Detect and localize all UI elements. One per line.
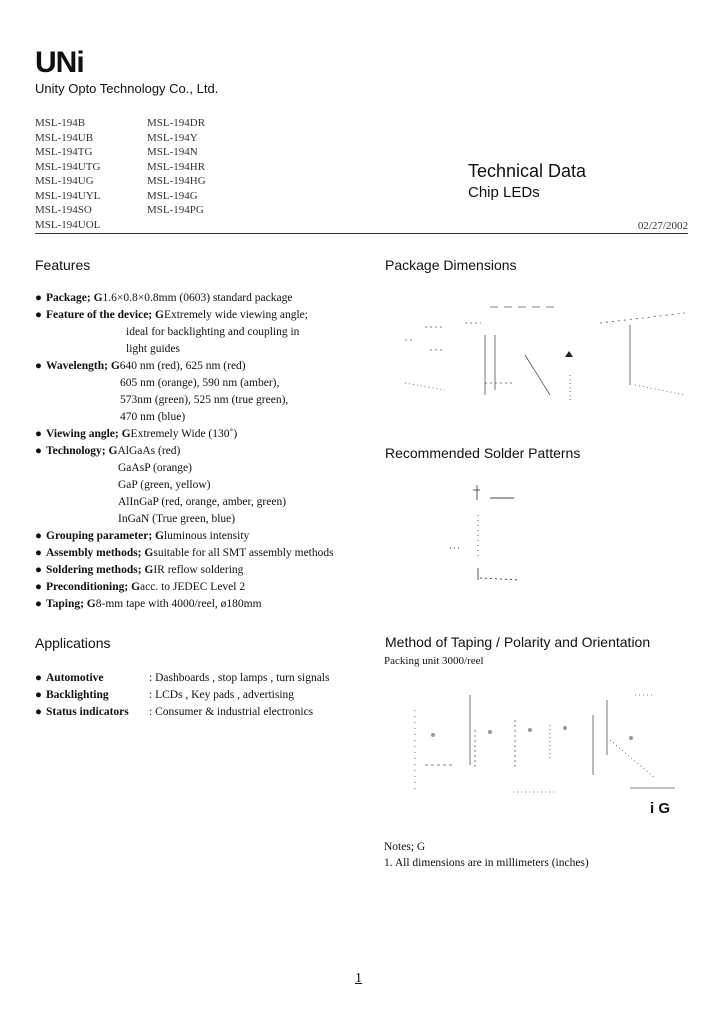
feature-text: acc. to JEDEC Level 2: [140, 581, 246, 593]
feature-item: [35, 528, 375, 545]
bullet-icon: ●: [35, 547, 42, 559]
feature-continuation: GaAsP (orange): [118, 462, 192, 474]
model-number: MSL-194UG: [35, 175, 94, 187]
feature-item: [35, 358, 375, 375]
features-heading: Features: [35, 257, 91, 273]
feature-text: Extremely Wide (130˚): [130, 428, 238, 440]
document-date: 02/27/2002: [637, 220, 688, 232]
bullet-icon: ●: [35, 598, 42, 610]
model-list-col1: [35, 116, 100, 232]
applications-list: [35, 670, 375, 721]
bullet-icon: ●: [35, 581, 42, 593]
application-desc: : Dashboards , stop lamps , turn signals: [149, 672, 330, 684]
features-list: [35, 290, 375, 613]
bullet-icon: ●: [35, 689, 42, 701]
feature-continuation: 573nm (green), 525 nm (true green),: [120, 394, 289, 406]
feature-item: [35, 579, 375, 596]
application-item: [35, 704, 375, 721]
feature-text: luminous intensity: [163, 530, 250, 542]
bullet-icon: ●: [35, 530, 42, 542]
model-number: MSL-194HG: [147, 175, 206, 187]
feature-label: Assembly methods; G: [46, 547, 154, 559]
bullet-icon: ●: [35, 292, 42, 304]
company-logo: UNi: [35, 46, 84, 79]
bullet-icon: ●: [35, 564, 42, 576]
feature-item: [35, 596, 375, 613]
model-number: MSL-194G: [147, 189, 198, 202]
document-title: Technical Data: [468, 161, 587, 181]
application-item: [35, 687, 375, 704]
feature-label: Soldering methods; G: [46, 564, 154, 576]
document-subtitle: Chip LEDs: [468, 184, 540, 201]
feature-item: [35, 307, 375, 324]
polarity-mark: i G: [650, 800, 671, 817]
model-number: MSL-194N: [147, 146, 198, 158]
feature-item: [35, 426, 375, 443]
taping-drawing: [395, 680, 690, 800]
feature-text: 640 nm (red), 625 nm (red): [119, 360, 246, 372]
model-number: MSL-194UB: [35, 131, 94, 144]
feature-label: Wavelength; G: [46, 360, 120, 372]
taping-heading: Method of Taping / Polarity and Orientation: [385, 634, 651, 650]
notes: [384, 839, 589, 871]
notes-heading: Notes; G: [384, 841, 426, 853]
feature-continuation: AlInGaP (red, orange, amber, green): [118, 496, 287, 508]
feature-text: IR reflow soldering: [153, 564, 244, 576]
feature-text: 8-mm tape with 4000/reel, ø180mm: [95, 598, 262, 610]
feature-continuation: InGaN (True green, blue): [118, 513, 236, 525]
package-dimensions-heading: Package Dimensions: [385, 257, 517, 273]
feature-text: 1.6×0.8×0.8mm (0603) standard package: [102, 292, 293, 304]
application-name: Automotive: [46, 672, 104, 684]
model-number: MSL-194UTG: [35, 160, 101, 173]
model-number: MSL-194B: [35, 117, 86, 129]
model-number: MSL-194Y: [147, 131, 198, 144]
model-number: MSL-194UYL: [35, 189, 101, 202]
bullet-icon: ●: [35, 672, 42, 684]
model-number: MSL-194TG: [35, 146, 93, 158]
feature-item: [35, 562, 375, 579]
model-number: MSL-194PG: [147, 204, 204, 216]
page-number: 1: [355, 971, 362, 986]
feature-text: AlGaAs (red): [117, 445, 181, 457]
application-name: Backlighting: [46, 689, 109, 701]
feature-label: Grouping parameter; G: [46, 530, 164, 542]
feature-continuation: GaP (green, yellow): [118, 479, 211, 491]
feature-label: Technology; G: [46, 445, 118, 457]
bullet-icon: ●: [35, 309, 42, 321]
solder-patterns-heading: Recommended Solder Patterns: [385, 445, 581, 461]
feature-continuation: light guides: [126, 343, 180, 355]
model-number: MSL-194HR: [147, 160, 206, 173]
feature-item: [35, 443, 375, 460]
solder-pattern-drawing: [440, 480, 560, 590]
application-item: [35, 670, 375, 687]
feature-label: Taping; G: [46, 598, 96, 610]
feature-label: Preconditioning; G: [46, 581, 141, 593]
feature-label: Viewing angle; G: [46, 428, 131, 440]
feature-text: Extremely wide viewing angle;: [163, 309, 308, 321]
feature-item: [35, 290, 375, 307]
feature-label: Package; G: [46, 292, 103, 304]
bullet-icon: ●: [35, 428, 42, 440]
bullet-icon: ●: [35, 360, 42, 372]
model-number: MSL-194UOL: [35, 218, 101, 231]
header-divider: [35, 233, 688, 234]
feature-item: [35, 545, 375, 562]
bullet-icon: ●: [35, 706, 42, 718]
company-name: Unity Opto Technology Co., Ltd.: [35, 81, 219, 96]
application-desc: : Consumer & industrial electronics: [149, 706, 314, 718]
application-desc: : LCDs , Key pads , advertising: [149, 689, 295, 701]
applications-heading: Applications: [35, 635, 111, 651]
note-item: 1. All dimensions are in millimeters (inches): [384, 857, 589, 869]
feature-text: suitable for all SMT assembly methods: [153, 547, 334, 559]
model-list-col2: [147, 116, 206, 218]
feature-continuation: ideal for backlighting and coupling in: [126, 326, 300, 338]
model-number: MSL-194DR: [147, 117, 206, 129]
application-name: Status indicators: [46, 706, 129, 718]
feature-continuation: 605 nm (orange), 590 nm (amber),: [120, 377, 280, 389]
packing-unit-label: Packing unit 3000/reel: [384, 655, 484, 667]
package-dimensions-drawing: [385, 295, 690, 410]
model-number: MSL-194SO: [35, 204, 92, 216]
feature-label: Feature of the device; G: [46, 309, 164, 321]
bullet-icon: ●: [35, 445, 42, 457]
feature-continuation: 470 nm (blue): [120, 411, 186, 423]
